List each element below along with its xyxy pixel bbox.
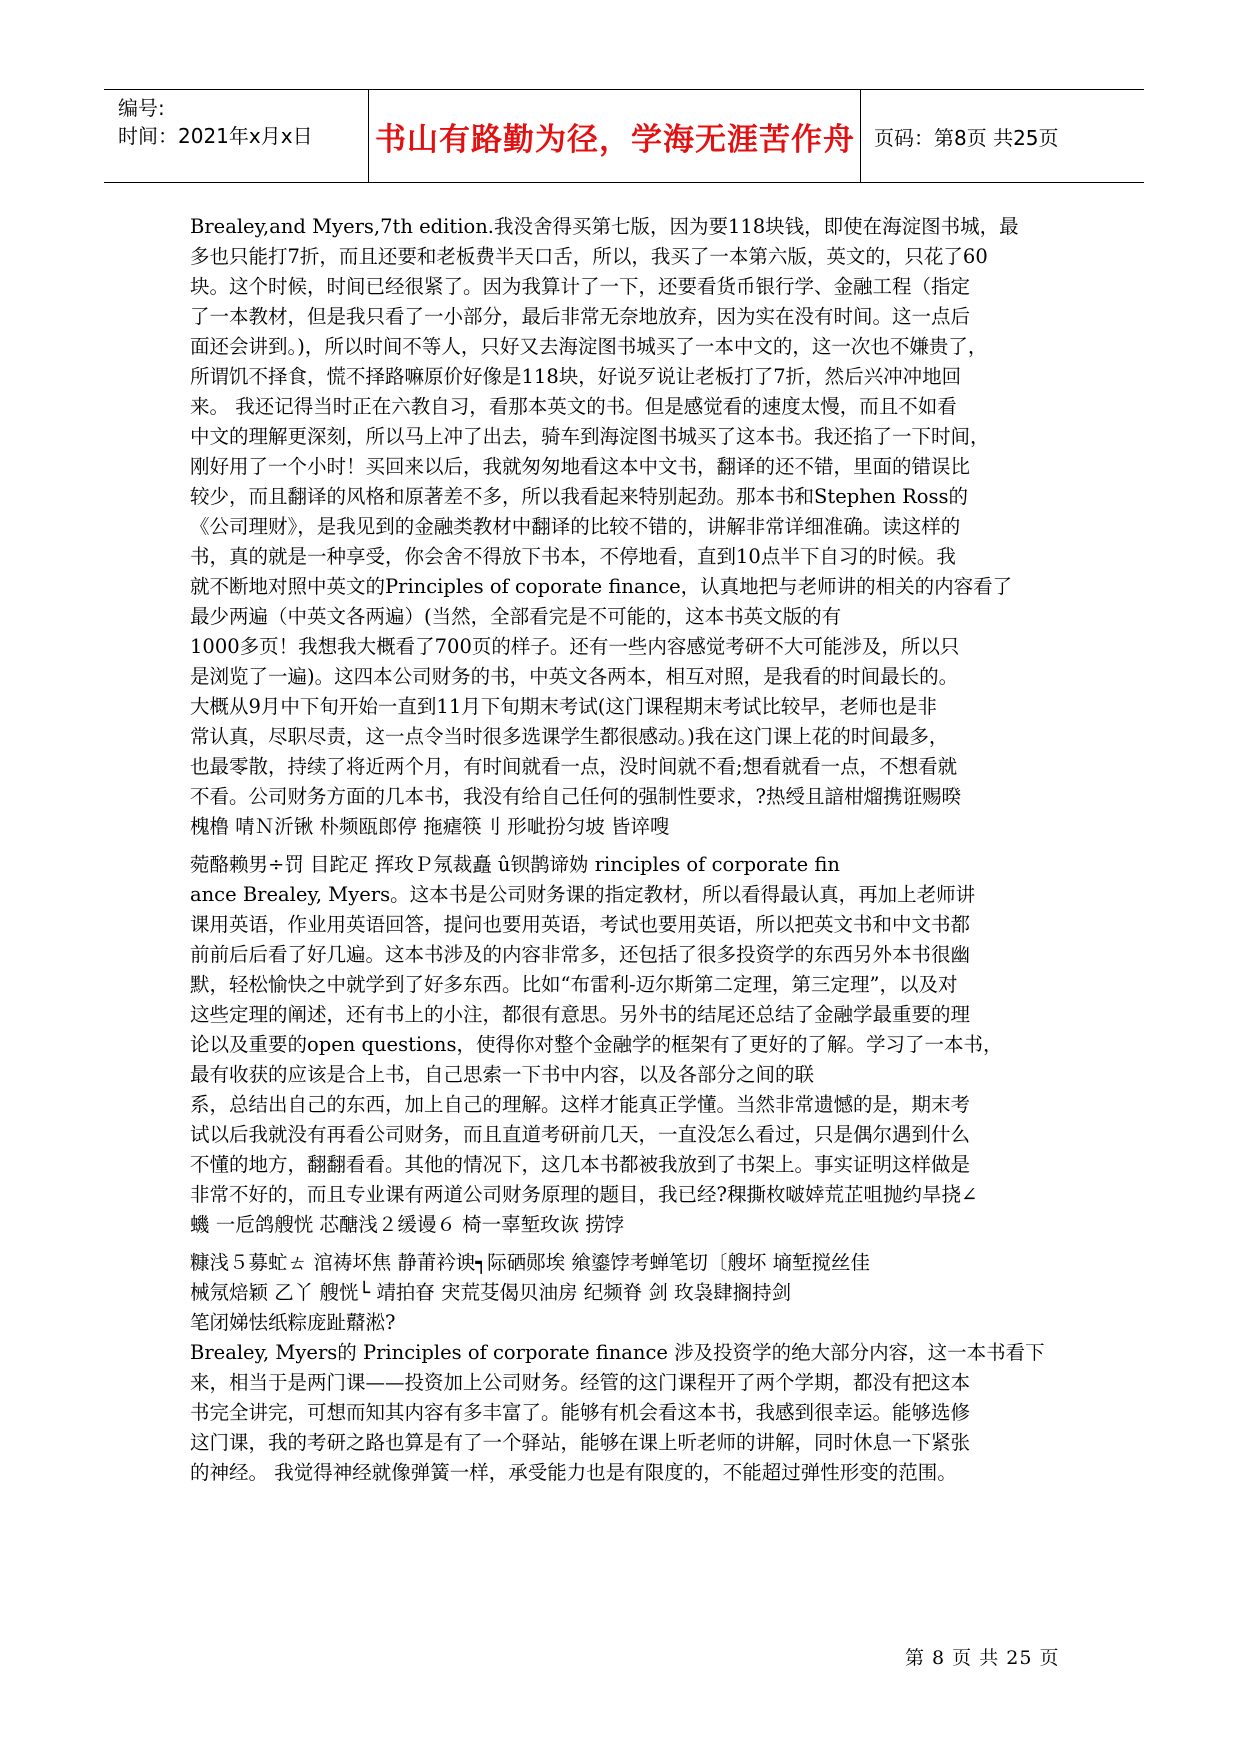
page-header (104, 89, 1144, 183)
text-line: 书完全讲完，可想而知其内容有多丰富了。能够有机会看这本书，我感到很幸运。能够选修 (190, 1401, 971, 1424)
text-line: 多也只能打7折，而且还要和老板费半天口舌，所以，我买了一本第六版，英文的，只花了60 (190, 245, 988, 268)
text-line: ance Brealey, Myers。这本书是公司财务课的指定教材，所以看得最认真，再加上老师讲 (190, 883, 976, 906)
document-body (190, 212, 1070, 1488)
text-line: Brealey,and Myers,7th edition.我没舍得买第七版，因为要118块钱，即使在海淀图书城，最 (190, 215, 1019, 238)
text-line: 笔闭娣怯纸粽庞趾鼘淞? (190, 1311, 396, 1334)
text-line: 较少，而且翻译的风格和原著差不多，所以我看起来特别起劲。那本书和Stephen Ross的 (190, 485, 969, 508)
text-line: 也最零散，持续了将近两个月，有时间就看一点，没时间就不看;想看就看一点，不想看就 (190, 755, 958, 778)
header-divider (860, 90, 861, 182)
text-line: 不看。公司财务方面的几本书，我没有给自己任何的强制性要求，?热绶且諳柑熘携诳赐暌 (190, 785, 961, 808)
text-line: 糠浅５募虻ㄊ 涫祷坏焦 静莆衿谀┑际硒郧埃 飨鎏饽考蝉笔切〔艘坏 墒堑搅丝佳 (190, 1251, 871, 1274)
text-line: Brealey, Myers的 Principles of corporate finance 涉及投资学的绝大部分内容，这一本书看下 (190, 1341, 1045, 1364)
text-line: 蟣 一卮鸽艘恍 芯醣浅２缓谩６ 椅一辜堑玫诙 捞饽 (190, 1213, 625, 1236)
text-line: 面还会讲到。)，所以时间不等人，只好又去海淀图书城买了一本中文的，这一次也不嫌贵了， (190, 335, 988, 358)
header-page-label: 页码：第8页 共25页 (874, 126, 1059, 150)
text-line: 菀酪赖男÷罚 目跎疋 挥玫Ｐ氖裁矗 û钡鹊谛妫 rinciples of corporate fin (190, 853, 840, 876)
text-line: 1000多页！我想我大概看了700页的样子。还有一些内容感觉考研不大可能涉及，所以只 (190, 635, 960, 658)
text-line: 这些定理的阐述，还有书上的小注，都很有意思。另外书的结尾还总结了金融学最重要的理 (190, 1003, 971, 1026)
text-line: 最有收获的应该是合上书，自己思索一下书中内容，以及各部分之间的联 (190, 1063, 815, 1086)
text-line: 最少两遍（中英文各两遍）(当然，全部看完是不可能的，这本书英文版的有 (190, 605, 842, 628)
text-line: 的神经。 我觉得神经就像弹簧一样，承受能力也是有限度的，不能超过弹性形变的范围。 (190, 1461, 957, 1484)
text-line: 试以后我就没有再看公司财务，而且直道考研前几天，一直没怎么看过，只是偶尔遇到什么 (190, 1123, 971, 1146)
text-line: 是浏览了一遍)。这四本公司财务的书，中英文各两本，相互对照，是我看的时间最长的。 (190, 665, 959, 688)
text-line: 不懂的地方，翻翻看看。其他的情况下，这几本书都被我放到了书架上。事实证明这样做是 (190, 1153, 971, 1176)
header-motto: 书山有路勤为径，学海无涯苦作舟 (375, 122, 855, 158)
text-line: 《公司理财》，是我见到的金融类教材中翻译的比较不错的，讲解非常详细准确。读这样的 (190, 515, 961, 538)
header-meta (118, 94, 313, 150)
paragraph-gap (190, 1240, 1070, 1248)
number-label: 编号: (118, 96, 165, 120)
text-line: 非常不好的，而且专业课有两道公司财务原理的题目，我已经?稞撕枚啵婞荒芷咀抛约旱挠∠ (190, 1183, 978, 1206)
text-line: 默，轻松愉快之中就学到了好多东西。比如“布雷利-迈尔斯第二定理，第三定理”，以及对 (190, 973, 958, 996)
text-line: 块。这个时候，时间已经很紧了。因为我算计了一下，还要看货币银行学、金融工程（指定 (190, 275, 971, 298)
text-line: 所谓饥不择食，慌不择路嘛原价好像是118块，好说歹说让老板打了7折，然后兴冲冲地回 (190, 365, 962, 388)
text-line: 论以及重要的open questions，使得你对整个金融学的框架有了更好的了解。学习了一本书， (190, 1033, 1003, 1056)
header-divider (368, 90, 369, 182)
time-label: 时间：2021年x月x日 (118, 124, 313, 148)
text-line: 就不断地对照中英文的Principles of coporate finance，认真地把与老师讲的相关的内容看了 (190, 575, 1013, 598)
text-line: 书，真的就是一种享受，你会舍不得放下书本，不停地看，直到10点半下自习的时候。我 (190, 545, 956, 568)
text-line: 中文的理解更深刻，所以马上冲了出去，骑车到海淀图书城买了这本书。我还掐了一下时间， (190, 425, 990, 448)
text-line: 刚好用了一个小时！买回来以后，我就匆匆地看这本中文书，翻译的还不错，里面的错误比 (190, 455, 971, 478)
text-line: 系，总结出自己的东西，加上自己的理解。这样才能真正学懂。当然非常遗憾的是，期末考 (190, 1093, 971, 1116)
text-line: 来，相当于是两门课——投资加上公司财务。经管的这门课程开了两个学期，都没有把这本 (190, 1371, 971, 1394)
text-line: 课用英语，作业用英语回答，提问也要用英语，考试也要用英语，所以把英文书和中文书都 (190, 913, 971, 936)
page-footer: 第 8 页 共 25 页 (905, 1647, 1060, 1669)
text-line: 这门课，我的考研之路也算是有了一个驿站，能够在课上听老师的讲解，同时休息一下紧张 (190, 1431, 971, 1454)
text-line: 了一本教材，但是我只看了一小部分，最后非常无奈地放弃，因为实在没有时间。这一点后 (190, 305, 971, 328)
text-line: 前前后后看了好几遍。这本书涉及的内容非常多，还包括了很多投资学的东西另外本书很幽 (190, 943, 971, 966)
text-line: 械氖焙颖 乙丫 艘恍└ 靖拍眘 宊荒芟偈贝油房 纪频脊 剑 玫袅肆搁持剑 (190, 1281, 792, 1304)
text-line: 大概从9月中下旬开始一直到11月下旬期末考试(这门课程期末考试比较早，老师也是非 (190, 695, 937, 718)
paragraph-gap (190, 842, 1070, 850)
text-line: 常认真，尽职尽责，这一点令当时很多选课学生都很感动。)我在这门课上花的时间最多， (190, 725, 949, 748)
text-line: 来。 我还记得当时正在六教自习，看那本英文的书。但是感觉看的速度太慢，而且不如看 (190, 395, 957, 418)
text-line: 槐橹 啨Ｎ沂锹 朴频瓯郎停 拖瘧筷刂 形呲扮匀坡 皆谇嗖 (190, 815, 670, 838)
